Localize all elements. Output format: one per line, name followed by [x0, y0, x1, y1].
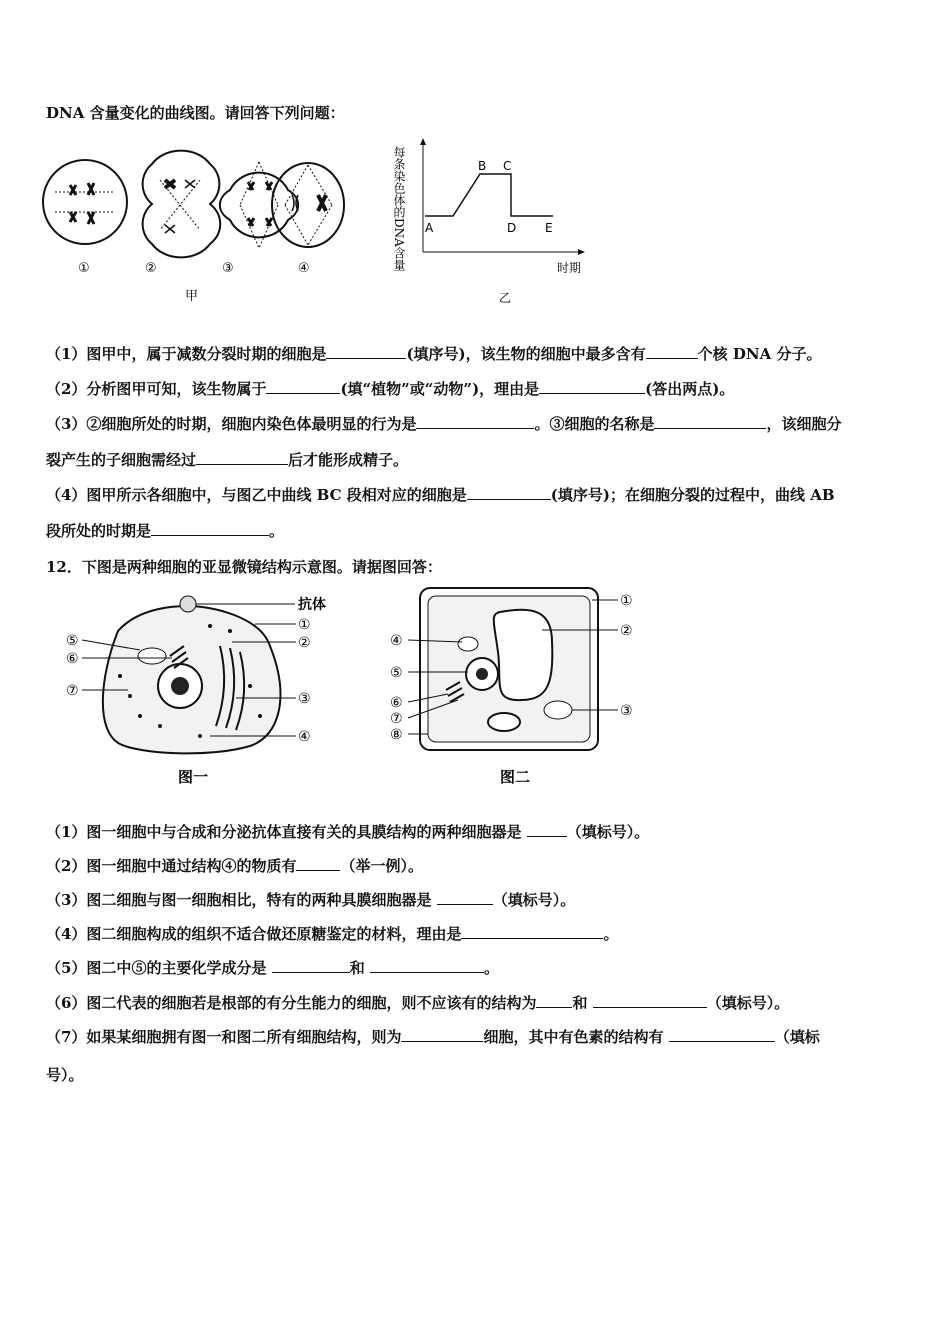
- y-axis-arrow: [420, 138, 426, 145]
- y-axis-label: 每条染色体的DNA含量: [392, 146, 406, 271]
- fig1-label-1: ①: [298, 617, 311, 633]
- cell-label-4: ④: [298, 261, 310, 276]
- x-axis-label: 时期: [557, 261, 582, 275]
- fig2-label-7: ⑦: [390, 711, 403, 727]
- figure-two-caption: 图二: [500, 768, 531, 786]
- q12-part-4: （4）图二细胞构成的组织不适合做还原糖鉴定的材料，理由是 。: [46, 925, 619, 943]
- q12-part-1: （1）图一细胞中与合成和分泌抗体直接有关的具膜结构的两种细胞器是 （填标号）。: [46, 823, 650, 841]
- q12-part-2: （2）图一细胞中通过结构④的物质有 （举一例）。: [46, 857, 423, 875]
- q12-part-5: （5）图二中⑤的主要化学成分是 和 。: [46, 959, 499, 977]
- fig1-label-5: ⑤: [66, 633, 79, 649]
- antibody-label: 抗体: [298, 597, 326, 613]
- q11-part-4: （4）图甲所示各细胞中，与图乙中曲线 BC 段相对应的细胞是 (填序号)；在细胞分裂的过程中，曲线 AB: [46, 486, 835, 504]
- cell-3-diagram: [220, 162, 298, 248]
- q12-part-6: （6）图二代表的细胞若是根部的有分生能力的细胞，则不应该有的结构为 和 （填标号）。: [46, 994, 790, 1012]
- q12-part-7-cont: 号）。: [46, 1066, 84, 1084]
- cell-label-2: ②: [145, 261, 157, 276]
- answer-blank[interactable]: [467, 485, 551, 500]
- q11-part-3-cont: 裂产生的子细胞需经过 后才能形成精子。: [46, 451, 409, 469]
- cell-2-diagram: [143, 151, 221, 258]
- fig2-label-4: ④: [390, 633, 403, 649]
- answer-blank[interactable]: [593, 993, 707, 1008]
- fig2-label-3: ③: [620, 703, 633, 719]
- q11-part-4-cont: 段所处的时期是 。: [46, 522, 285, 540]
- answer-blank[interactable]: [461, 924, 603, 939]
- fig2-label-1: ①: [620, 593, 633, 609]
- point-label-a: A: [425, 221, 434, 235]
- answer-blank[interactable]: [539, 379, 645, 394]
- q11-part-1: （1）图甲中，属于减数分裂时期的细胞是 (填序号)，该生物的细胞中最多含有 个核 DNA 分子。: [46, 345, 822, 363]
- fig2-label-2: ②: [620, 623, 633, 639]
- secretory-vesicle: [180, 596, 196, 612]
- answer-blank[interactable]: [646, 344, 698, 359]
- mitochondrion: [544, 701, 572, 719]
- fig2-label-8: ⑧: [390, 727, 403, 743]
- answer-blank[interactable]: [654, 414, 766, 429]
- cell-1-diagram: [43, 160, 127, 244]
- figure-cell-one: [60, 586, 330, 788]
- figure-yi-caption: 乙: [499, 291, 512, 305]
- organelle: [458, 637, 478, 651]
- point-label-e: E: [545, 221, 553, 235]
- dna-curve: [425, 174, 553, 216]
- q12-stem: 12．下图是两种细胞的亚显微镜结构示意图。请据图回答：: [46, 558, 442, 576]
- figure-jia: [40, 150, 360, 310]
- fig1-label-4: ④: [298, 729, 311, 745]
- mitochondrion: [138, 648, 166, 664]
- answer-blank[interactable]: [272, 958, 350, 973]
- fig2-label-6: ⑥: [390, 695, 403, 711]
- cell-label-1: ①: [78, 261, 90, 276]
- cell-4-diagram: [272, 163, 344, 247]
- answer-blank[interactable]: [326, 344, 406, 359]
- answer-blank[interactable]: [416, 414, 534, 429]
- answer-blank[interactable]: [527, 822, 567, 837]
- figure-one-caption: 图一: [178, 768, 209, 786]
- answer-blank[interactable]: [370, 958, 484, 973]
- answer-blank[interactable]: [669, 1027, 775, 1042]
- point-label-b: B: [478, 159, 487, 173]
- answer-blank[interactable]: [437, 890, 493, 905]
- point-label-c: C: [503, 159, 512, 173]
- answer-blank[interactable]: [536, 993, 572, 1008]
- answer-blank[interactable]: [266, 379, 340, 394]
- nucleolus: [476, 668, 488, 680]
- figure-cell-two: [382, 582, 652, 788]
- answer-blank[interactable]: [151, 521, 269, 536]
- fig1-label-6: ⑥: [66, 651, 79, 667]
- nucleolus: [171, 677, 189, 695]
- answer-blank[interactable]: [296, 856, 340, 871]
- q11-part-3: （3）②细胞所处的时期，细胞内染色体最明显的行为是 。③细胞的名称是 ，该细胞分: [46, 415, 842, 433]
- intro-text: DNA 含量变化的曲线图。请回答下列问题：: [46, 104, 345, 122]
- point-label-d: D: [507, 221, 517, 235]
- answer-blank[interactable]: [196, 450, 288, 465]
- q11-part-2: （2）分析图甲可知，该生物属于 (填“植物”或“动物”)，理由是 (答出两点)。: [46, 380, 735, 398]
- q12-part-3: （3）图二细胞与图一细胞相比，特有的两种具膜细胞器是 （填标号）。: [46, 891, 576, 909]
- chloroplast: [488, 713, 520, 731]
- fig1-label-3: ③: [298, 691, 311, 707]
- fig1-label-7: ⑦: [66, 683, 79, 699]
- vacuole: [494, 610, 553, 700]
- fig2-label-5: ⑤: [390, 665, 403, 681]
- q12-part-7: （7）如果某细胞拥有图一和图二所有细胞结构，则为 细胞，其中有色素的结构有 （填标: [46, 1028, 820, 1046]
- figure-yi: [392, 134, 595, 306]
- figure-jia-caption: 甲: [185, 289, 199, 304]
- cell-label-3: ③: [222, 261, 234, 276]
- x-axis-arrow: [578, 249, 585, 255]
- fig1-label-2: ②: [298, 635, 311, 651]
- answer-blank[interactable]: [401, 1027, 483, 1042]
